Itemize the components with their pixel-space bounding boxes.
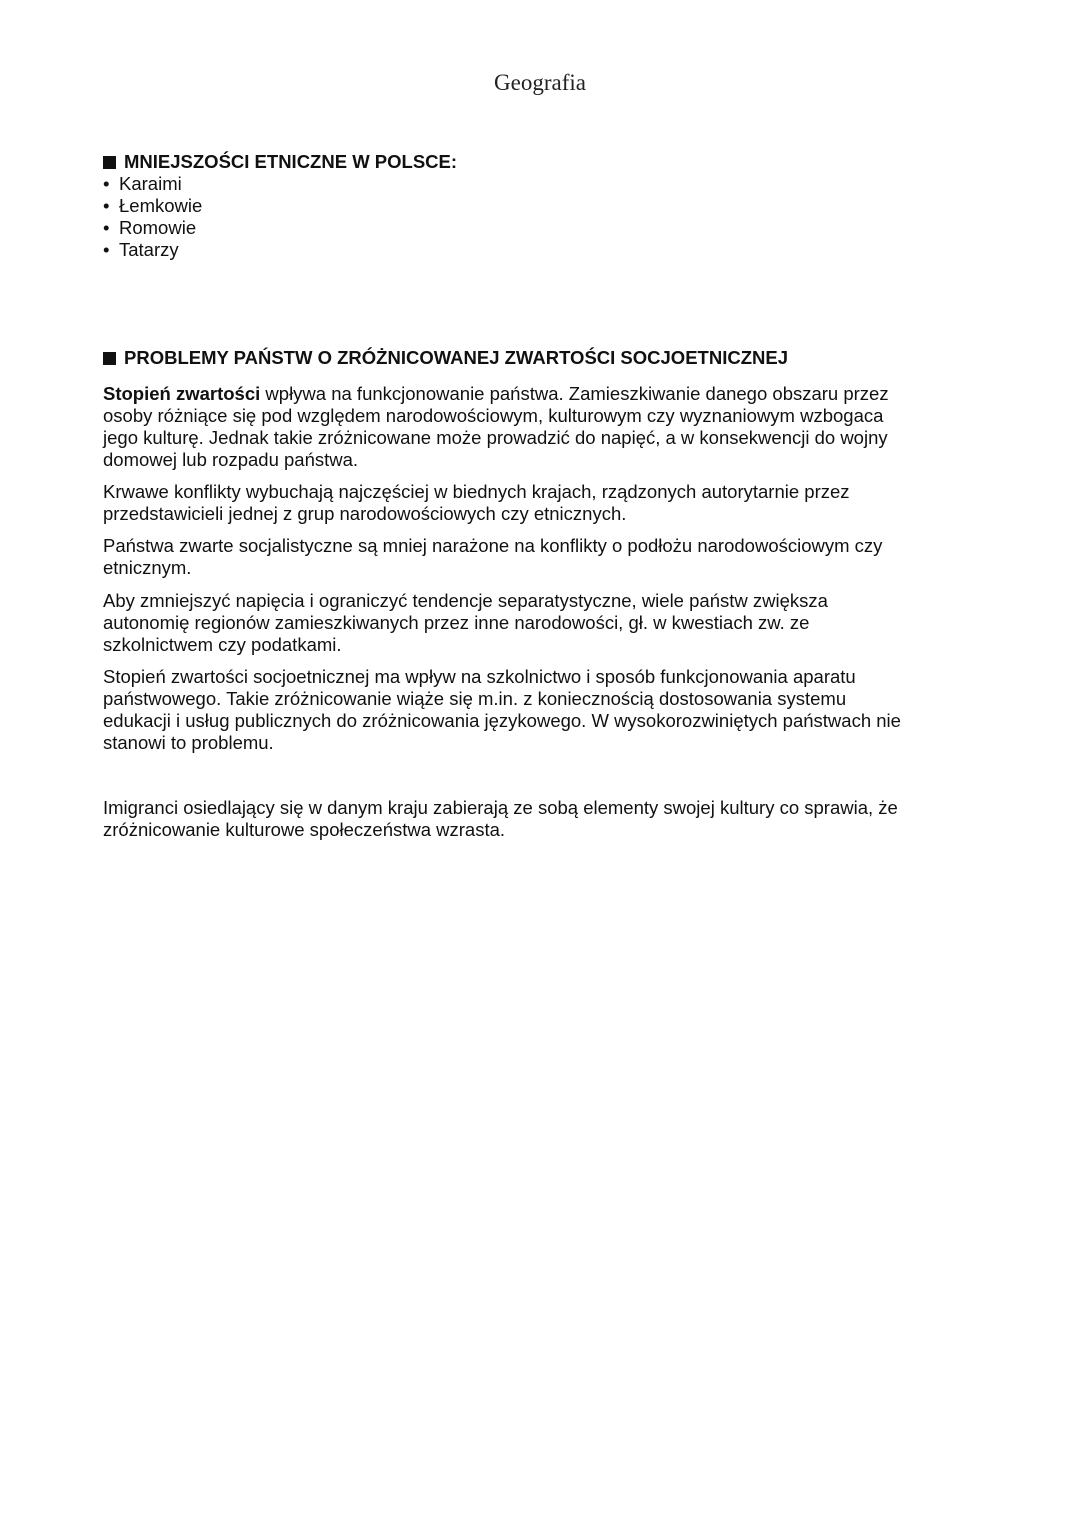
list-item-text: Łemkowie	[119, 195, 203, 216]
paragraph-5	[103, 666, 901, 754]
paragraph-2	[103, 481, 850, 525]
list-item-text: Karaimi	[119, 173, 182, 194]
paragraph-line: Imigranci osiedlający się w danym kraju zabierają ze sobą elementy swojej kultury co sprawia, że	[103, 797, 898, 818]
bullet-icon: •	[103, 239, 110, 260]
bullet-icon: •	[103, 173, 110, 194]
paragraph-line: Stopień zwartości socjoetnicznej ma wpływ na szkolnictwo i sposób funkcjonowania aparatu	[103, 666, 856, 687]
paragraph-line: zróżnicowanie kulturowe społeczeństwa wzrasta.	[103, 819, 506, 840]
paragraph-line: państwowego. Takie zróżnicowanie wiąże się m.in. z koniecznością dostosowania systemu	[103, 688, 847, 709]
paragraph-3	[103, 535, 882, 579]
paragraph-6	[103, 797, 898, 841]
square-bullet-icon	[103, 156, 116, 169]
paragraph-line: autonomię regionów zamieszkiwanych przez inne narodowości, gł. w kwestiach zw. ze	[103, 612, 810, 633]
paragraph-line: domowej lub rozpadu państwa.	[103, 449, 359, 470]
minorities-list	[103, 173, 202, 261]
bullet-icon: •	[103, 195, 110, 216]
list-item	[103, 195, 202, 217]
list-item-text: Romowie	[119, 217, 197, 238]
bullet-icon: •	[103, 217, 110, 238]
paragraph-line: Państwa zwarte socjalistyczne są mniej narażone na konflikty o podłożu narodowościowym czy	[103, 535, 883, 556]
paragraph-line: szkolnictwem czy podatkami.	[103, 634, 342, 655]
section-heading-minorities	[103, 151, 457, 173]
paragraph-1	[103, 383, 889, 471]
square-bullet-icon	[103, 352, 116, 365]
list-item	[103, 217, 202, 239]
paragraph-4	[103, 590, 828, 656]
paragraph-line: Aby zmniejszyć napięcia i ograniczyć tendencje separatystyczne, wiele państw zwiększa	[103, 590, 828, 611]
paragraph-line: edukacji i usług publicznych do zróżnicowania językowego. W wysokorozwiniętych państwach nie	[103, 710, 901, 731]
line-text: wpływa na funkcjonowanie państwa. Zamieszkiwanie danego obszaru przez	[260, 383, 889, 404]
paragraph-line: Krwawe konflikty wybuchają najczęściej w biednych krajach, rządzonych autorytarnie przez	[103, 481, 850, 502]
section-heading-problems	[103, 347, 788, 369]
list-item	[103, 239, 202, 261]
paragraph-line: etnicznym.	[103, 557, 192, 578]
heading-text: MNIEJSZOŚCI ETNICZNE W POLSCE:	[124, 151, 458, 172]
paragraph-line: przedstawicieli jednej z grup narodowościowych czy etnicznych.	[103, 503, 627, 524]
bold-term: Stopień zwartości	[103, 383, 261, 404]
paragraph-line: osoby różniące się pod względem narodowościowym, kulturowym czy wyznaniowym wzbogaca	[103, 405, 884, 426]
list-item	[103, 173, 202, 195]
paragraph-line: jego kulturę. Jednak takie zróżnicowane może prowadzić do napięć, a w konsekwencji do wojny	[103, 427, 888, 448]
paragraph-line: stanowi to problemu.	[103, 732, 274, 753]
page-header-title: Geografia	[494, 70, 586, 95]
heading-text: PROBLEMY PAŃSTW O ZRÓŻNICOWANEJ ZWARTOŚCI SOCJOETNICZNEJ	[124, 347, 788, 368]
paragraph-line	[103, 383, 889, 405]
list-item-text: Tatarzy	[119, 239, 179, 260]
